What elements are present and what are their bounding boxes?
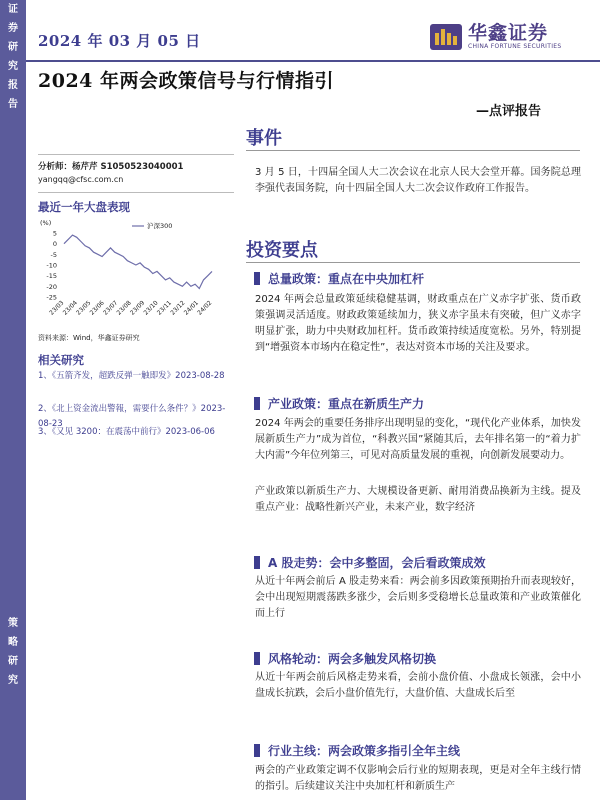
x-tick-label: 23/11 [155, 299, 174, 317]
report-subtitle: —点评报告 [476, 104, 542, 119]
chart-heading: 最近一年大盘表现 [38, 200, 130, 214]
divider [38, 192, 234, 193]
x-tick-label: 23/03 [48, 299, 66, 317]
side-char: 究 [8, 61, 18, 72]
x-tick-label: 23/06 [88, 299, 106, 317]
y-tick-label: -20 [46, 282, 57, 291]
heading-marker [254, 744, 260, 757]
x-tick-label: 24/01 [182, 299, 200, 317]
point-title: 风格轮动：两会多触发风格切换 [268, 652, 437, 666]
heading-marker [254, 556, 260, 569]
y-tick-label: -5 [50, 250, 57, 259]
heading-marker [254, 397, 260, 410]
chart-source: 资料来源：Wind，华鑫证券研究 [38, 334, 140, 342]
analyst-name: 分析师：杨芹芹 S1050523040001 [38, 162, 184, 172]
x-tick-label: 23/08 [115, 299, 133, 317]
point-text: 从近十年两会前后 A 股走势来看：两会前多因政策预期抬升而表现较好，会中出现短期震荡跌多涨少，会后则多受稳增长总量政策和产业政策催化而上行 [255, 576, 581, 619]
y-tick-label: -25 [46, 293, 57, 302]
point-text: 产业政策以新质生产力、大规模设备更新、耐用消费品换新为主线。提及重点产业：战略性新兴产业，未来产业，数字经济 [255, 486, 581, 513]
x-tick-label: 23/04 [61, 299, 79, 317]
side-label-top [0, 0, 26, 114]
related-link[interactable]: 3、《又见 3200：在震荡中前行》2023-06-06 [38, 427, 215, 437]
report-date: 2024 年 03 月 05 日 [38, 32, 201, 50]
y-tick-label: -10 [46, 261, 57, 270]
side-char: 券 [8, 23, 18, 34]
x-tick-label: 24/02 [196, 299, 214, 317]
heading-marker [254, 272, 260, 285]
brand-name-en: CHINA FORTUNE SECURITIES [468, 43, 562, 50]
point-text: 2024 年两会总量政策延续稳健基调，财政重点在广义赤字扩张、货币政策强调灵活适度。财政政策延续加力，狭义赤字虽未有突破，但广义赤字明显扩张，助力中央财政加杠杆。货币政策持续适度宽松。另外，特别提到“增强资本市场内在稳定性”，表达对资本市场的关注及要求。 [255, 294, 581, 353]
side-char: 报 [8, 80, 18, 91]
market-performance-chart [36, 215, 221, 333]
logo-mark-icon [430, 24, 462, 50]
side-char: 研 [8, 656, 18, 667]
header-rule [26, 60, 600, 62]
y-unit-label: (%) [40, 219, 52, 227]
analyst-email[interactable]: yangqq@cfsc.com.cn [38, 175, 124, 184]
x-tick-label: 23/09 [128, 299, 147, 317]
point-title: A 股走势：会中多整固，会后看政策成效 [268, 556, 486, 570]
y-tick-label: 0 [52, 240, 57, 249]
section-rule [246, 262, 580, 263]
brand-name-cn: 华鑫证券 [468, 22, 549, 44]
side-label-bottom [0, 614, 26, 690]
related-link[interactable]: 2、《北上资金流出警報，需要什么条件？》2023-08-23 [38, 404, 226, 429]
analyst-info [38, 160, 234, 184]
points-heading: 投资要点 [246, 240, 318, 261]
point-text: 2024 年两会的重要任务排序出现明显的变化，“现代化产业体系，加快发展新质生产力”成为首位，“科教兴国”紧随其后，去年排名第一的“着力扩大内需”今年位列第三，可见对高质量发展的重视，向创新发展要动力。 [255, 418, 581, 461]
point-text: 两会的产业政策定调不仅影响会后行业的短期表现，更是对全年主线行情的指引。后续建议关注中央加杠杆和新质生产 [255, 765, 581, 792]
divider [38, 154, 234, 155]
point-title: 行业主线：两会政策多指引全年主线 [268, 744, 461, 758]
x-tick-label: 23/07 [102, 299, 120, 317]
report-title: 2024 年两会政策信号与行情指引 [38, 70, 334, 92]
related-link[interactable]: 1、《五箭齐发，超跌反弹一触即发》2023-08-28 [38, 371, 225, 381]
point-text: 从近十年两会前后风格走势来看，会前小盘价值、小盘成长领涨，会中小盘成长抗跌，会后小盘价值先行，大盘价值、大盘成长后至 [255, 672, 581, 699]
x-tick-label: 23/12 [169, 299, 187, 317]
point-title: 总量政策：重点在中央加杠杆 [268, 272, 425, 286]
series-line-hs300 [64, 235, 212, 288]
side-char: 研 [8, 42, 18, 53]
side-char: 略 [8, 637, 18, 648]
x-tick-label: 23/05 [75, 299, 93, 317]
x-tick-label: 23/10 [142, 299, 160, 317]
event-heading: 事件 [246, 128, 282, 149]
y-tick-label: 5 [52, 229, 57, 238]
y-tick-label: -15 [46, 272, 57, 281]
heading-marker [254, 652, 260, 665]
side-char: 告 [8, 99, 18, 110]
section-rule [246, 150, 580, 151]
legend-label: 沪深300 [147, 222, 173, 230]
related-heading: 相关研究 [38, 353, 84, 367]
side-char: 证 [8, 4, 18, 15]
side-char: 究 [8, 675, 18, 686]
side-char: 策 [8, 618, 18, 629]
brand-logo [430, 18, 580, 62]
event-text: 3 月 5 日，十四届全国人大二次会议在北京人民大会堂开幕。国务院总理李强代表国务院，向十四届全国人大二次会议作政府工作报告。 [255, 167, 581, 194]
point-title: 产业政策：重点在新质生产力 [268, 397, 425, 411]
